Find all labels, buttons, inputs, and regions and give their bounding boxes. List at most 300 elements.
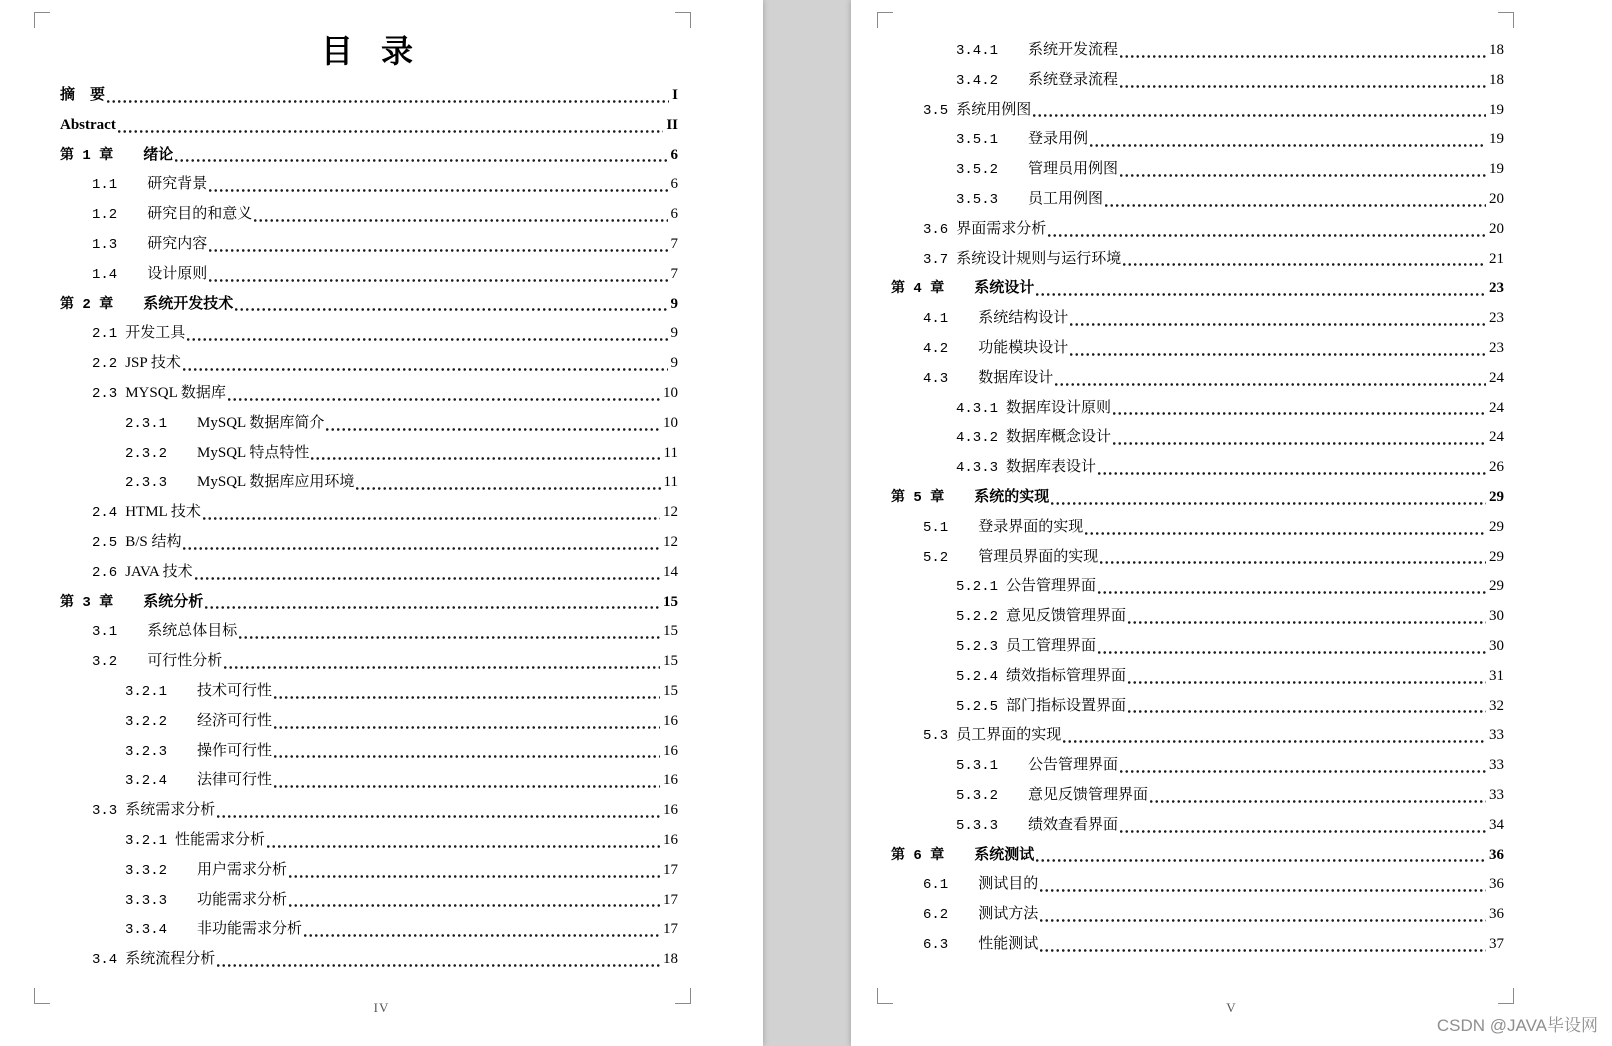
toc-entry[interactable] [891, 125, 1504, 155]
toc-entry-title: 系统需求分析 [125, 802, 216, 819]
dot-leader [1085, 513, 1486, 543]
toc-entry[interactable] [891, 96, 1504, 126]
toc-entry-title: 意见反馈管理界面 [1028, 786, 1149, 803]
toc-entry-number: 3.4.2 [956, 72, 999, 89]
toc-entry-number: 5.2.4 [956, 668, 999, 685]
toc-entry[interactable] [891, 572, 1504, 602]
toc-entry-title: 法律可行性 [197, 772, 273, 789]
dot-leader [274, 677, 660, 707]
toc-entry[interactable] [891, 423, 1504, 453]
dot-leader [356, 468, 660, 498]
toc-entry-number: 第 2 章 [60, 296, 114, 313]
watermark: CSDN @JAVA毕设网 [1436, 1016, 1598, 1035]
toc-entry[interactable] [60, 319, 678, 349]
toc-entry-title: 功能模块设计 [978, 339, 1069, 356]
toc-entry-number: 2.2 [92, 356, 118, 373]
toc-entry-number: 3.6 [923, 221, 949, 238]
toc-entry-page: 15 [663, 653, 678, 670]
toc-entry-number: 5.3.1 [956, 758, 999, 775]
toc-entry-number: 2.6 [92, 564, 118, 581]
toc-entry-number: 3.4 [92, 952, 118, 969]
toc-entry[interactable] [60, 677, 678, 707]
toc-entry-page: 19 [1489, 161, 1504, 178]
dot-leader [183, 528, 660, 558]
toc-entry-page: 29 [1489, 488, 1504, 505]
toc-entry[interactable] [60, 915, 678, 945]
toc-entry-page: 7 [670, 235, 678, 252]
toc-entry-page: 15 [663, 682, 678, 699]
toc-entry-page: 30 [1489, 637, 1504, 654]
toc-entry[interactable] [891, 274, 1504, 304]
toc-entry-number: 5.3.3 [956, 817, 999, 834]
toc-entry[interactable] [891, 841, 1504, 871]
toc-entry[interactable] [891, 453, 1504, 483]
dot-leader [1128, 692, 1486, 722]
toc-entry[interactable] [60, 141, 678, 171]
toc-entry-title: 员工界面的实现 [956, 727, 1062, 744]
toc-entry-page: 36 [1489, 906, 1504, 923]
dot-leader [107, 81, 669, 111]
toc-entry-title: 绪论 [143, 146, 174, 163]
toc-list-left [60, 81, 678, 975]
toc-entry[interactable] [60, 826, 678, 856]
toc-entry-page: 17 [663, 921, 678, 938]
toc-entry-title: 测试方法 [978, 906, 1039, 923]
dot-leader [289, 886, 660, 916]
dot-leader [235, 290, 667, 320]
toc-entry-page: 24 [1489, 369, 1504, 386]
dot-leader [1120, 155, 1486, 185]
toc-entry[interactable] [891, 900, 1504, 930]
toc-entry[interactable] [891, 513, 1504, 543]
toc-entry-page: 30 [1489, 608, 1504, 625]
toc-list-right [891, 36, 1504, 960]
toc-entry[interactable] [891, 334, 1504, 364]
toc-entry-title: 数据库设计原则 [1006, 399, 1112, 416]
toc-entry-number: 5.2.1 [956, 579, 999, 596]
toc-entry-page: 33 [1489, 727, 1504, 744]
dot-leader [239, 617, 660, 647]
toc-entry-page: 17 [663, 861, 678, 878]
toc-entry[interactable] [891, 870, 1504, 900]
toc-entry-page: 17 [663, 891, 678, 908]
toc-entry-title: HTML 技术 [125, 504, 201, 521]
toc-entry-page: 33 [1489, 786, 1504, 803]
toc-entry-title: 性能测试 [978, 935, 1039, 952]
toc-entry-page: 31 [1489, 667, 1504, 684]
dot-leader [1051, 483, 1486, 513]
dot-leader [1098, 572, 1486, 602]
toc-entry-page: 23 [1489, 310, 1504, 327]
toc-entry-title: 管理员界面的实现 [978, 548, 1099, 565]
toc-entry-page: 18 [1489, 71, 1504, 88]
toc-entry-number: 2.3.2 [125, 445, 168, 462]
toc-entry[interactable] [60, 111, 678, 141]
toc-entry[interactable] [60, 737, 678, 767]
toc-title: 目 录 [320, 33, 417, 69]
dot-leader [217, 945, 660, 975]
toc-entry-title: 开发工具 [125, 325, 186, 342]
toc-entry-number: 3.5.1 [956, 132, 999, 149]
toc-entry-title: 系统设计规则与运行环境 [956, 250, 1122, 267]
toc-entry-title: 系统开发流程 [1028, 42, 1119, 58]
toc-entry-title: Abstract [60, 116, 116, 133]
toc-entry[interactable] [60, 617, 678, 647]
toc-entry-number: 3.2 [92, 654, 118, 671]
dot-leader [1100, 543, 1486, 573]
toc-entry-number: 6.1 [923, 877, 949, 894]
toc-entry-title: 系统分析 [143, 593, 204, 610]
toc-entry-number: 3.2.1 [125, 832, 168, 849]
toc-entry-number: 第 5 章 [891, 489, 945, 506]
toc-entry-title: 员工管理界面 [1006, 637, 1097, 654]
toc-entry-title: 系统用例图 [956, 101, 1032, 118]
toc-entry[interactable] [60, 945, 678, 975]
toc-entry-title: 经济可行性 [197, 712, 273, 729]
toc-entry[interactable] [60, 558, 678, 588]
toc-entry[interactable] [891, 483, 1504, 513]
toc-entry-number: 5.1 [923, 519, 949, 536]
toc-entry-number: 3.5.3 [956, 191, 999, 208]
toc-entry-title: JAVA 技术 [125, 563, 193, 580]
toc-entry-page: 6 [670, 176, 678, 193]
toc-entry[interactable] [891, 155, 1504, 185]
toc-entry[interactable] [60, 528, 678, 558]
dot-leader [1090, 125, 1486, 155]
toc-entry-number: 3.3.4 [125, 922, 168, 939]
toc-entry[interactable] [60, 409, 678, 439]
toc-entry-title: 系统的实现 [974, 488, 1050, 505]
toc-entry-title: MySQL 数据库简介 [197, 414, 325, 431]
toc-entry[interactable] [891, 66, 1504, 96]
toc-entry-page: 11 [663, 474, 678, 491]
toc-entry[interactable] [60, 468, 678, 498]
toc-entry-page: 6 [670, 146, 678, 163]
dot-leader [195, 558, 660, 588]
dot-leader [1048, 215, 1486, 245]
dot-leader [267, 826, 660, 856]
toc-entry-page: 36 [1489, 876, 1504, 893]
toc-entry-number: 3.1 [92, 624, 118, 641]
dot-leader [1055, 364, 1486, 394]
toc-entry[interactable] [891, 692, 1504, 722]
toc-entry-title: 设计原则 [147, 265, 208, 282]
toc-entry[interactable] [891, 543, 1504, 573]
toc-entry-title: 界面需求分析 [956, 220, 1047, 237]
page-left [0, 0, 763, 1046]
dot-leader [1033, 96, 1486, 126]
toc-entry[interactable] [60, 498, 678, 528]
dot-leader [1070, 334, 1486, 364]
toc-entry-page: 29 [1489, 578, 1504, 595]
toc-entry-number: 4.3 [923, 370, 949, 387]
toc-entry-title: 数据库表设计 [1006, 459, 1097, 476]
toc-entry-page: I [672, 87, 678, 103]
toc-entry[interactable] [60, 379, 678, 409]
toc-entry-number: 4.3.2 [956, 430, 999, 447]
toc-entry[interactable] [60, 170, 678, 200]
toc-entry-title: 数据库设计 [978, 369, 1054, 386]
toc-entry-number: 5.2.2 [956, 609, 999, 626]
page-number-footer-right: V [1226, 1000, 1237, 1015]
dot-leader [274, 766, 660, 796]
dot-leader [209, 170, 667, 200]
dot-leader [187, 319, 667, 349]
toc-entry-page: 15 [663, 623, 678, 640]
toc-entry-title: 性能需求分析 [175, 831, 266, 848]
toc-entry-page: 26 [1489, 459, 1504, 476]
toc-entry-number: 3.4.1 [956, 43, 999, 59]
page-gap [763, 0, 851, 1046]
dot-leader [1105, 185, 1486, 215]
dot-leader [1120, 36, 1486, 66]
dot-leader [1036, 274, 1486, 304]
dot-leader [274, 737, 660, 767]
toc-entry[interactable] [60, 439, 678, 469]
toc-entry[interactable] [891, 781, 1504, 811]
toc-entry-title: 员工用例图 [1028, 190, 1104, 207]
toc-entry-title: 绩效查看界面 [1028, 816, 1119, 833]
toc-entry-page: 15 [663, 593, 678, 610]
dot-leader [1123, 245, 1486, 275]
toc-entry[interactable] [891, 721, 1504, 751]
toc-entry[interactable] [60, 81, 678, 111]
toc-entry[interactable] [60, 349, 678, 379]
page-right [851, 0, 1612, 1046]
toc-entry-page: II [666, 116, 678, 133]
toc-entry-number: 第 3 章 [60, 594, 114, 611]
toc-entry-number: 第 4 章 [891, 281, 945, 298]
toc-entry-page: 24 [1489, 399, 1504, 416]
toc-entry[interactable] [60, 290, 678, 320]
toc-entry-title: 测试目的 [978, 876, 1039, 893]
toc-entry-title: 操作可行性 [197, 742, 273, 759]
toc-entry-page: 10 [663, 414, 678, 431]
dot-leader [1120, 66, 1486, 96]
toc-entry-number: 3.3.2 [125, 862, 168, 879]
toc-entry-number: 5.2.5 [956, 698, 999, 715]
toc-entry-title: 功能需求分析 [197, 891, 288, 908]
toc-entry-page: 12 [663, 504, 678, 521]
toc-entry-page: 9 [670, 295, 678, 312]
dot-leader [1113, 394, 1486, 424]
toc-entry[interactable] [60, 200, 678, 230]
toc-entry-page: 18 [663, 951, 678, 968]
toc-entry-number: 第 6 章 [891, 847, 945, 864]
toc-entry-page: 37 [1489, 935, 1504, 952]
page-right-text-area[interactable] [891, 0, 1504, 1046]
toc-entry-number: 4.1 [923, 311, 949, 328]
toc-entry-number: 3.2.1 [125, 683, 168, 700]
crop-mark-top-left-icon [34, 12, 50, 28]
toc-entry-page: 9 [670, 355, 678, 372]
dot-leader [209, 260, 667, 290]
dot-leader [203, 498, 660, 528]
toc-entry-number: 5.3.2 [956, 787, 999, 804]
toc-entry[interactable] [891, 930, 1504, 960]
dot-leader [1150, 781, 1486, 811]
dot-leader [311, 439, 660, 469]
toc-entry-page: 19 [1489, 131, 1504, 148]
dot-leader [1040, 900, 1486, 930]
toc-entry-page: 16 [663, 831, 678, 848]
toc-entry[interactable] [891, 245, 1504, 275]
toc-entry-number: 4.3.3 [956, 460, 999, 477]
toc-entry-title: B/S 结构 [125, 533, 182, 550]
toc-entry-page: 21 [1489, 250, 1504, 267]
toc-entry-page: 29 [1489, 518, 1504, 535]
toc-entry[interactable] [60, 886, 678, 916]
dot-leader [1070, 304, 1486, 334]
toc-entry-page: 32 [1489, 697, 1504, 714]
dot-leader [209, 230, 667, 260]
dot-leader [1128, 602, 1486, 632]
toc-entry[interactable] [891, 602, 1504, 632]
toc-entry-title: 系统总体目标 [147, 623, 238, 640]
toc-entry-page: 36 [1489, 846, 1504, 863]
toc-entry[interactable] [891, 811, 1504, 841]
toc-entry-title: 用户需求分析 [197, 861, 288, 878]
toc-entry-number: 3.5 [923, 102, 949, 119]
toc-entry[interactable] [891, 364, 1504, 394]
toc-entry[interactable] [891, 36, 1504, 66]
toc-entry-title: 系统开发技术 [143, 295, 234, 312]
toc-entry-page: 16 [663, 802, 678, 819]
toc-entry[interactable] [60, 856, 678, 886]
toc-entry-number: 2.4 [92, 505, 118, 522]
dot-leader [1098, 632, 1486, 662]
toc-entry-number: 3.7 [923, 251, 949, 268]
dot-leader [183, 349, 668, 379]
dot-leader [1113, 423, 1486, 453]
toc-entry-title: 登录用例 [1028, 131, 1089, 148]
toc-entry-page: 14 [663, 563, 678, 580]
toc-entry-page: 18 [1489, 42, 1504, 58]
toc-entry-number: 3.2.2 [125, 713, 168, 730]
toc-entry-number: 2.3 [92, 385, 118, 402]
dot-leader [1040, 870, 1486, 900]
toc-entry-title: 管理员用例图 [1028, 161, 1119, 178]
toc-entry-title: 技术可行性 [197, 682, 273, 699]
dot-leader [1120, 751, 1486, 781]
toc-entry-page: 16 [663, 742, 678, 759]
toc-entry-number: 3.3 [92, 803, 118, 820]
toc-entry[interactable] [60, 796, 678, 826]
toc-entry-number: 5.3 [923, 728, 949, 745]
toc-entry-title: 公告管理界面 [1006, 578, 1097, 595]
dot-leader [1120, 811, 1486, 841]
toc-entry-page: 20 [1489, 190, 1504, 207]
toc-entry-title: 绩效指标管理界面 [1006, 667, 1127, 684]
toc-entry-page: 12 [663, 533, 678, 550]
toc-entry-title: 可行性分析 [147, 653, 223, 670]
toc-entry-page: 20 [1489, 220, 1504, 237]
toc-entry-title: 系统结构设计 [978, 310, 1069, 327]
toc-entry[interactable] [60, 707, 678, 737]
toc-entry-number: 3.2.4 [125, 773, 168, 790]
toc-entry-title: 研究内容 [147, 235, 208, 252]
dot-leader [205, 588, 660, 618]
toc-entry-number: 1.2 [92, 207, 118, 224]
toc-entry-number: 2.1 [92, 326, 118, 343]
toc-entry-title: 意见反馈管理界面 [1006, 608, 1127, 625]
toc-entry-title: 摘 要 [60, 87, 106, 103]
toc-entry[interactable] [891, 304, 1504, 334]
toc-entry-page: 11 [663, 444, 678, 461]
toc-entry-number: 1.1 [92, 177, 118, 194]
toc-entry[interactable] [891, 662, 1504, 692]
dot-leader [224, 647, 660, 677]
toc-entry-number: 5.2.3 [956, 638, 999, 655]
toc-entry[interactable] [891, 751, 1504, 781]
toc-entry-number: 3.5.2 [956, 162, 999, 179]
toc-entry-number: 6.3 [923, 936, 949, 953]
dot-leader [1063, 721, 1486, 751]
toc-entry-number: 4.3.1 [956, 400, 999, 417]
toc-entry-number: 4.2 [923, 340, 949, 357]
toc-entry-page: 16 [663, 712, 678, 729]
toc-entry-page: 23 [1489, 339, 1504, 356]
toc-entry[interactable] [891, 215, 1504, 245]
toc-entry-title: MYSQL 数据库 [125, 384, 226, 401]
toc-entry-page: 16 [663, 772, 678, 789]
dot-leader [326, 409, 660, 439]
toc-entry-number: 2.3.3 [125, 475, 168, 492]
dot-leader [1098, 453, 1486, 483]
toc-entry[interactable] [891, 185, 1504, 215]
toc-entry-title: 数据库概念设计 [1006, 429, 1112, 446]
toc-entry-title: MySQL 特点特性 [197, 444, 310, 461]
toc-entry-page: 9 [670, 325, 678, 342]
toc-entry[interactable] [60, 588, 678, 618]
toc-entry[interactable] [891, 632, 1504, 662]
toc-entry-title: MySQL 数据库应用环境 [197, 474, 355, 491]
toc-entry-page: 24 [1489, 429, 1504, 446]
dot-leader [228, 379, 660, 409]
dot-leader [217, 796, 660, 826]
toc-entry-number: 5.2 [923, 549, 949, 566]
toc-entry[interactable] [60, 647, 678, 677]
dot-leader [175, 141, 667, 171]
toc-entry[interactable] [60, 766, 678, 796]
toc-entry-number: 第 1 章 [60, 147, 114, 164]
toc-entry[interactable] [891, 394, 1504, 424]
toc-entry-number: 2.5 [92, 534, 118, 551]
toc-entry-title: JSP 技术 [125, 355, 181, 372]
toc-entry-title: 研究背景 [147, 176, 208, 193]
toc-entry-number: 3.3.3 [125, 892, 168, 909]
toc-entry-title: 系统登录流程 [1028, 71, 1119, 88]
toc-entry-title: 登录界面的实现 [978, 518, 1084, 535]
toc-entry-number: 2.3.1 [125, 415, 168, 432]
toc-entry-page: 34 [1489, 816, 1504, 833]
toc-entry-title: 部门指标设置界面 [1006, 697, 1127, 714]
toc-entry[interactable] [60, 230, 678, 260]
toc-entry-number: 3.2.3 [125, 743, 168, 760]
toc-entry-title: 非功能需求分析 [197, 921, 303, 938]
toc-entry-number: 1.4 [92, 266, 118, 283]
toc-entry-title: 公告管理界面 [1028, 757, 1119, 774]
dot-leader [1128, 662, 1486, 692]
toc-entry-number: 1.3 [92, 236, 118, 253]
toc-entry-page: 33 [1489, 757, 1504, 774]
toc-entry[interactable] [60, 260, 678, 290]
dot-leader [118, 111, 663, 141]
toc-entry-title: 系统测试 [974, 846, 1035, 863]
toc-entry-page: 6 [670, 206, 678, 223]
toc-entry-page: 29 [1489, 548, 1504, 565]
page-left-text-area[interactable] [60, 0, 678, 1046]
